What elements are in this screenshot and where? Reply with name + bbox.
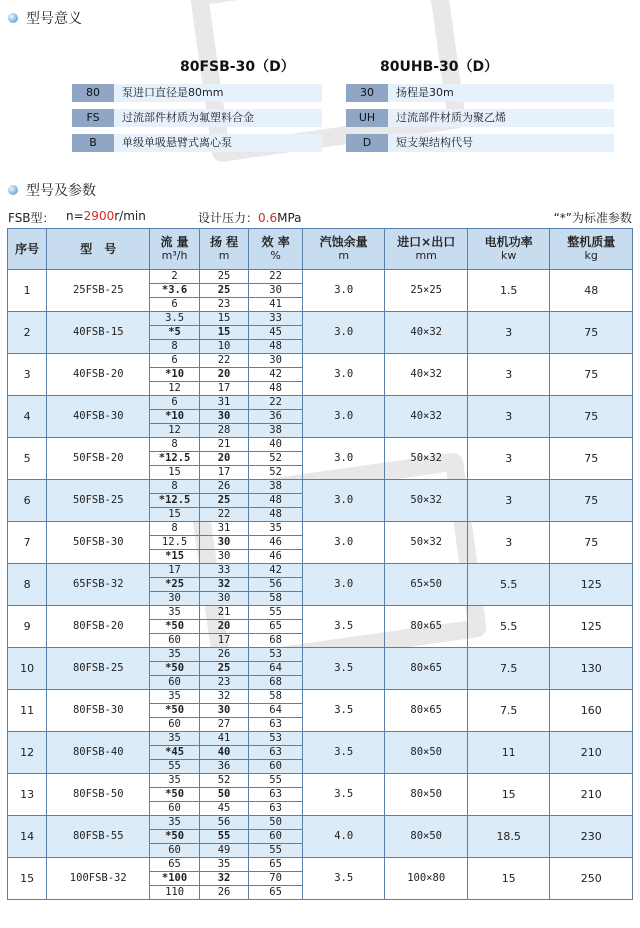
cell-power: 3 — [467, 438, 550, 480]
table-row — [8, 270, 633, 284]
code-label: 30 — [346, 84, 388, 102]
cell-model: 50FSB-20 — [47, 438, 150, 480]
cell-mass: 125 — [550, 564, 633, 606]
cell-eff: 30 — [249, 354, 303, 368]
table-row — [8, 480, 633, 494]
cell-flow: 110 — [150, 886, 200, 900]
code-label: UH — [346, 109, 388, 127]
cell-head: 25 — [199, 662, 249, 676]
cell-npsh: 3.5 — [302, 774, 385, 816]
cell-eff: 35 — [249, 522, 303, 536]
cell-eff: 70 — [249, 872, 303, 886]
cell-head: 30 — [199, 410, 249, 424]
table-row — [8, 564, 633, 578]
cell-no: 1 — [8, 270, 47, 312]
cell-flow: 60 — [150, 718, 200, 732]
cell-head: 23 — [199, 676, 249, 690]
model-title-right: 80UHB-30（D） — [380, 59, 499, 75]
cell-io: 100×80 — [385, 858, 468, 900]
cell-mass: 210 — [550, 774, 633, 816]
cell-flow: 8 — [150, 522, 200, 536]
cell-mass: 75 — [550, 396, 633, 438]
cell-no: 14 — [8, 816, 47, 858]
cell-flow: 55 — [150, 760, 200, 774]
cell-flow: 8 — [150, 480, 200, 494]
cell-npsh: 3.5 — [302, 690, 385, 732]
cell-eff: 55 — [249, 844, 303, 858]
cell-power: 3 — [467, 354, 550, 396]
cell-model: 50FSB-30 — [47, 522, 150, 564]
cell-npsh: 3.0 — [302, 354, 385, 396]
cell-mass: 75 — [550, 522, 633, 564]
header-io: 进口×出口 mm — [385, 229, 468, 270]
cell-flow: 35 — [150, 774, 200, 788]
header-mass: 整机质量 kg — [550, 229, 633, 270]
cell-npsh: 3.0 — [302, 312, 385, 354]
table-row — [8, 690, 633, 704]
cell-eff: 42 — [249, 368, 303, 382]
cell-head: 30 — [199, 592, 249, 606]
cell-io: 40×32 — [385, 312, 468, 354]
cell-io: 80×65 — [385, 606, 468, 648]
cell-flow: 35 — [150, 690, 200, 704]
cell-flow: *50 — [150, 830, 200, 844]
code-label: 80 — [72, 84, 114, 102]
cell-flow: *50 — [150, 620, 200, 634]
cell-power: 15 — [467, 774, 550, 816]
header-flow: 流 量 m³/h — [150, 229, 200, 270]
cell-no: 2 — [8, 312, 47, 354]
table-row — [8, 732, 633, 746]
code-label: FS — [72, 109, 114, 127]
cell-no: 11 — [8, 690, 47, 732]
cell-head: 25 — [199, 270, 249, 284]
cell-head: 10 — [199, 340, 249, 354]
cell-model: 80FSB-25 — [47, 648, 150, 690]
cell-no: 12 — [8, 732, 47, 774]
cell-mass: 160 — [550, 690, 633, 732]
cell-eff: 52 — [249, 466, 303, 480]
cell-head: 55 — [199, 830, 249, 844]
cell-io: 50×32 — [385, 438, 468, 480]
cell-flow: 2 — [150, 270, 200, 284]
cell-head: 30 — [199, 704, 249, 718]
table-row — [8, 354, 633, 368]
cell-no: 8 — [8, 564, 47, 606]
cell-flow: *10 — [150, 368, 200, 382]
cell-model: 80FSB-20 — [47, 606, 150, 648]
cell-flow: 15 — [150, 466, 200, 480]
cell-power: 7.5 — [467, 690, 550, 732]
cell-power: 3 — [467, 312, 550, 354]
cell-flow: 65 — [150, 858, 200, 872]
cell-flow: 15 — [150, 508, 200, 522]
cell-flow: 12.5 — [150, 536, 200, 550]
params-bar — [8, 209, 632, 225]
cell-no: 9 — [8, 606, 47, 648]
cell-model: 80FSB-30 — [47, 690, 150, 732]
cell-head: 30 — [199, 550, 249, 564]
header-head: 扬 程 m — [199, 229, 249, 270]
cell-io: 50×32 — [385, 522, 468, 564]
cell-flow: *50 — [150, 788, 200, 802]
cell-io: 50×32 — [385, 480, 468, 522]
cell-head: 31 — [199, 522, 249, 536]
cell-mass: 250 — [550, 858, 633, 900]
cell-power: 18.5 — [467, 816, 550, 858]
cell-head: 23 — [199, 298, 249, 312]
code-row — [72, 84, 322, 102]
type-label: FSB型： — [8, 211, 55, 225]
code-row — [346, 84, 614, 102]
cell-npsh: 3.5 — [302, 858, 385, 900]
cell-mass: 125 — [550, 606, 633, 648]
code-description: 过流部件材质为聚乙烯 — [388, 109, 614, 127]
cell-model: 40FSB-15 — [47, 312, 150, 354]
cell-io: 80×65 — [385, 648, 468, 690]
code-row — [346, 134, 614, 152]
cell-head: 22 — [199, 508, 249, 522]
cell-power: 11 — [467, 732, 550, 774]
code-row — [346, 109, 614, 127]
cell-head: 36 — [199, 760, 249, 774]
cell-eff: 36 — [249, 410, 303, 424]
cell-npsh: 3.0 — [302, 480, 385, 522]
cell-mass: 75 — [550, 354, 633, 396]
cell-no: 5 — [8, 438, 47, 480]
cell-eff: 46 — [249, 550, 303, 564]
cell-head: 17 — [199, 634, 249, 648]
cell-flow: 8 — [150, 438, 200, 452]
params-table — [7, 228, 633, 900]
table-row — [8, 522, 633, 536]
cell-model: 65FSB-32 — [47, 564, 150, 606]
cell-head: 27 — [199, 718, 249, 732]
code-description: 扬程是30m — [388, 84, 614, 102]
cell-flow: *15 — [150, 550, 200, 564]
cell-flow: 35 — [150, 648, 200, 662]
cell-io: 40×32 — [385, 354, 468, 396]
cell-no: 15 — [8, 858, 47, 900]
cell-npsh: 3.0 — [302, 522, 385, 564]
cell-no: 13 — [8, 774, 47, 816]
model-title-left: 80FSB-30（D） — [180, 59, 295, 75]
cell-flow: 8 — [150, 340, 200, 354]
cell-power: 15 — [467, 858, 550, 900]
header-no: 序号 — [8, 229, 47, 270]
cell-io: 40×32 — [385, 396, 468, 438]
cell-eff: 65 — [249, 886, 303, 900]
table-row — [8, 648, 633, 662]
cell-head: 28 — [199, 424, 249, 438]
cell-eff: 48 — [249, 382, 303, 396]
cell-io: 65×50 — [385, 564, 468, 606]
code-row — [72, 134, 322, 152]
cell-flow: 35 — [150, 816, 200, 830]
cell-model: 40FSB-30 — [47, 396, 150, 438]
cell-flow: 60 — [150, 634, 200, 648]
cell-head: 15 — [199, 326, 249, 340]
cell-model: 80FSB-50 — [47, 774, 150, 816]
code-description: 单级单吸悬臂式离心泵 — [114, 134, 322, 152]
cell-npsh: 3.0 — [302, 564, 385, 606]
cell-npsh: 4.0 — [302, 816, 385, 858]
cell-head: 35 — [199, 858, 249, 872]
cell-flow: *25 — [150, 578, 200, 592]
cell-mass: 48 — [550, 270, 633, 312]
cell-flow: *5 — [150, 326, 200, 340]
cell-mass: 130 — [550, 648, 633, 690]
cell-io: 80×50 — [385, 732, 468, 774]
cell-eff: 63 — [249, 788, 303, 802]
cell-flow: *45 — [150, 746, 200, 760]
cell-mass: 210 — [550, 732, 633, 774]
cell-eff: 52 — [249, 452, 303, 466]
cell-head: 31 — [199, 396, 249, 410]
cell-power: 5.5 — [467, 606, 550, 648]
table-row — [8, 606, 633, 620]
cell-head: 30 — [199, 536, 249, 550]
bullet-icon — [8, 13, 18, 23]
cell-eff: 55 — [249, 606, 303, 620]
cell-head: 22 — [199, 354, 249, 368]
cell-eff: 60 — [249, 760, 303, 774]
cell-no: 10 — [8, 648, 47, 690]
cell-head: 25 — [199, 284, 249, 298]
cell-flow: *50 — [150, 662, 200, 676]
cell-no: 3 — [8, 354, 47, 396]
section-title-params: 型号及参数 — [8, 180, 96, 200]
cell-model: 80FSB-40 — [47, 732, 150, 774]
cell-no: 7 — [8, 522, 47, 564]
cell-eff: 58 — [249, 592, 303, 606]
table-row — [8, 774, 633, 788]
cell-flow: *50 — [150, 704, 200, 718]
cell-eff: 65 — [249, 858, 303, 872]
cell-npsh: 3.5 — [302, 648, 385, 690]
cell-head: 26 — [199, 886, 249, 900]
cell-io: 25×25 — [385, 270, 468, 312]
cell-eff: 22 — [249, 270, 303, 284]
header-model: 型 号 — [47, 229, 150, 270]
cell-head: 20 — [199, 452, 249, 466]
cell-head: 49 — [199, 844, 249, 858]
cell-power: 3 — [467, 396, 550, 438]
cell-eff: 56 — [249, 578, 303, 592]
cell-model: 50FSB-25 — [47, 480, 150, 522]
cell-head: 25 — [199, 494, 249, 508]
cell-flow: 60 — [150, 676, 200, 690]
code-row — [72, 109, 322, 127]
cell-model: 80FSB-55 — [47, 816, 150, 858]
cell-eff: 48 — [249, 494, 303, 508]
cell-npsh: 3.5 — [302, 606, 385, 648]
table-row — [8, 312, 633, 326]
cell-flow: *12.5 — [150, 452, 200, 466]
cell-io: 80×50 — [385, 774, 468, 816]
cell-flow: *12.5 — [150, 494, 200, 508]
cell-eff: 48 — [249, 508, 303, 522]
cell-flow: 3.5 — [150, 312, 200, 326]
cell-no: 4 — [8, 396, 47, 438]
cell-head: 17 — [199, 466, 249, 480]
cell-head: 50 — [199, 788, 249, 802]
cell-eff: 53 — [249, 648, 303, 662]
cell-head: 21 — [199, 438, 249, 452]
cell-eff: 64 — [249, 704, 303, 718]
cell-model: 100FSB-32 — [47, 858, 150, 900]
cell-flow: 12 — [150, 424, 200, 438]
cell-eff: 55 — [249, 774, 303, 788]
cell-model: 40FSB-20 — [47, 354, 150, 396]
code-label: D — [346, 134, 388, 152]
cell-mass: 75 — [550, 438, 633, 480]
cell-eff: 40 — [249, 438, 303, 452]
cell-mass: 75 — [550, 312, 633, 354]
cell-npsh: 3.0 — [302, 270, 385, 312]
cell-flow: 30 — [150, 592, 200, 606]
cell-flow: 60 — [150, 844, 200, 858]
cell-eff: 46 — [249, 536, 303, 550]
code-description: 过流部件材质为氟塑料合金 — [114, 109, 322, 127]
cell-head: 15 — [199, 312, 249, 326]
cell-eff: 33 — [249, 312, 303, 326]
cell-head: 33 — [199, 564, 249, 578]
cell-eff: 22 — [249, 396, 303, 410]
cell-flow: 17 — [150, 564, 200, 578]
cell-head: 32 — [199, 872, 249, 886]
cell-power: 3 — [467, 522, 550, 564]
cell-flow: 6 — [150, 354, 200, 368]
cell-flow: 35 — [150, 732, 200, 746]
cell-eff: 38 — [249, 424, 303, 438]
cell-eff: 45 — [249, 326, 303, 340]
cell-flow: *3.6 — [150, 284, 200, 298]
header-eff: 效 率 % — [249, 229, 303, 270]
table-row — [8, 816, 633, 830]
cell-eff: 38 — [249, 480, 303, 494]
cell-io: 80×50 — [385, 816, 468, 858]
cell-head: 26 — [199, 648, 249, 662]
cell-eff: 68 — [249, 634, 303, 648]
cell-head: 32 — [199, 690, 249, 704]
cell-eff: 60 — [249, 830, 303, 844]
cell-eff: 50 — [249, 816, 303, 830]
header-npsh: 汽蚀余量 m — [302, 229, 385, 270]
table-header — [8, 229, 633, 270]
cell-eff: 30 — [249, 284, 303, 298]
table-row — [8, 396, 633, 410]
cell-head: 41 — [199, 732, 249, 746]
code-description: 短支架结构代号 — [388, 134, 614, 152]
standard-note: “*”为标准参数 — [553, 211, 632, 225]
cell-flow: 60 — [150, 802, 200, 816]
section-title-model-meaning: 型号意义 — [8, 8, 82, 28]
cell-flow: 6 — [150, 396, 200, 410]
cell-eff: 48 — [249, 340, 303, 354]
cell-eff: 53 — [249, 732, 303, 746]
cell-flow: 12 — [150, 382, 200, 396]
cell-eff: 63 — [249, 802, 303, 816]
speed: n=2900r/min — [66, 209, 146, 223]
cell-head: 26 — [199, 480, 249, 494]
cell-head: 45 — [199, 802, 249, 816]
cell-flow: 35 — [150, 606, 200, 620]
code-description: 泵进口直径是80mm — [114, 84, 322, 102]
bullet-icon — [8, 185, 18, 195]
cell-eff: 42 — [249, 564, 303, 578]
cell-eff: 63 — [249, 746, 303, 760]
cell-io: 80×65 — [385, 690, 468, 732]
cell-head: 40 — [199, 746, 249, 760]
cell-model: 25FSB-25 — [47, 270, 150, 312]
cell-head: 56 — [199, 816, 249, 830]
cell-eff: 58 — [249, 690, 303, 704]
pressure: 设计压力：0.6MPa — [198, 211, 302, 225]
table-row — [8, 438, 633, 452]
cell-head: 17 — [199, 382, 249, 396]
cell-no: 6 — [8, 480, 47, 522]
cell-eff: 64 — [249, 662, 303, 676]
cell-flow: *100 — [150, 872, 200, 886]
cell-head: 20 — [199, 368, 249, 382]
cell-head: 20 — [199, 620, 249, 634]
cell-power: 1.5 — [467, 270, 550, 312]
cell-npsh: 3.0 — [302, 438, 385, 480]
cell-head: 32 — [199, 578, 249, 592]
cell-eff: 68 — [249, 676, 303, 690]
cell-flow: 6 — [150, 298, 200, 312]
cell-head: 21 — [199, 606, 249, 620]
header-power: 电机功率 kw — [467, 229, 550, 270]
cell-eff: 41 — [249, 298, 303, 312]
cell-npsh: 3.0 — [302, 396, 385, 438]
cell-eff: 65 — [249, 620, 303, 634]
cell-power: 7.5 — [467, 648, 550, 690]
cell-npsh: 3.5 — [302, 732, 385, 774]
code-label: B — [72, 134, 114, 152]
table-row — [8, 858, 633, 872]
cell-power: 3 — [467, 480, 550, 522]
cell-power: 5.5 — [467, 564, 550, 606]
cell-flow: *10 — [150, 410, 200, 424]
cell-eff: 63 — [249, 718, 303, 732]
cell-head: 52 — [199, 774, 249, 788]
cell-mass: 75 — [550, 480, 633, 522]
cell-mass: 230 — [550, 816, 633, 858]
